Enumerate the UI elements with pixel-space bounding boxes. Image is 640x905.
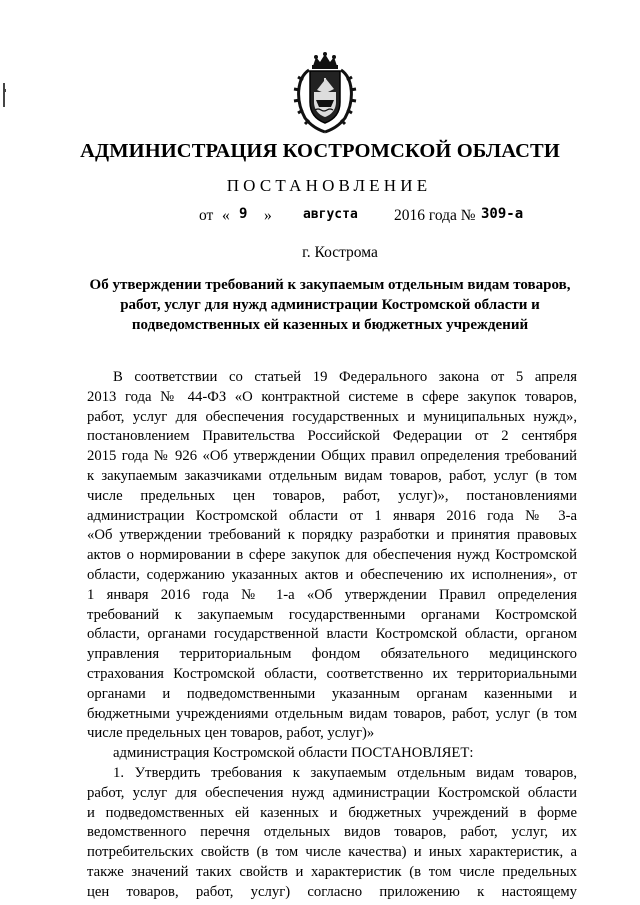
body-line: к закупаемым заказчиками отдельным видам товаров, работ, услуг (в том <box>87 467 577 484</box>
body-line: 2013 года № 44-ФЗ «О контрактной системе в сфере закупок товаров, <box>87 388 577 405</box>
body-line: «Об утверждении требований к порядку разработки и принятия правовых <box>87 527 577 544</box>
scan-margin-mark <box>3 83 5 107</box>
document-type: ПОСТАНОВЛЕНИЕ <box>226 176 432 195</box>
body-line: числе предельных цен товаров, работ, услуг)», постановлениями <box>87 487 577 504</box>
title-line: Об утверждении требований к закупаемым отдельным видам товаров, <box>89 277 571 293</box>
body-line: числе предельных цен товаров, работ, услуг)» <box>87 725 375 742</box>
body-line: администрация Костромской области ПОСТАНОВЛЯЕТ: <box>113 745 474 762</box>
date-prefix: от <box>199 207 214 224</box>
body-line: администрации Костромской области от 1 января 2016 года № 3-а <box>87 507 577 524</box>
document-title <box>80 275 580 335</box>
body-line: актов о нормировании в сфере закупок для обеспечения нужд Костромской <box>87 547 577 564</box>
body-line: В соответствии со статьей 19 Федерального закона от 5 апреля <box>113 369 577 385</box>
body-line: ведомственного перечня отдельных видов товаров, работ, услуг, их <box>87 824 577 841</box>
title-line: работ, услуг для нужд администрации Костромской области и <box>120 297 540 313</box>
date-day: 9 <box>239 206 248 222</box>
title-line: подведомственных ей казенных и бюджетных учреждений <box>131 317 529 333</box>
body-line: 1 января 2016 года № 1-а «Об утверждении Правил определения <box>87 586 577 603</box>
coat-of-arms-emblem <box>291 52 359 134</box>
organization-name: АДМИНИСТРАЦИЯ КОСТРОМСКОЙ ОБЛАСТИ <box>80 140 560 162</box>
body-line: требований к закупаемым государственными органами Костромской <box>87 606 577 623</box>
body-line: работ, услуг для обеспечения нужд администрации Костромской области <box>87 784 577 801</box>
body-line: области, содержанию указанных актов и обеспечению их исполнения», от <box>87 566 577 583</box>
body-line: и подведомственных ей казенных и бюджетных учреждений в форме <box>87 804 577 821</box>
body-line: потребительских свойств (в том числе качества) и иных характеристик, а <box>87 844 577 861</box>
date-year: 2016 года № <box>394 207 476 224</box>
scan-margin-dot <box>3 89 6 92</box>
document-body <box>87 368 577 903</box>
body-line: цен товаров, работ, услуг) согласно приложению к настоящему <box>87 883 577 900</box>
body-line: 1. Утвердить требования к закупаемым отдельным видам товаров, <box>113 764 577 781</box>
body-line: 2015 года № 926 «Об утверждении Общих правил определения требований <box>87 448 577 465</box>
body-line: области, органами государственной власти Костромской области, органом <box>87 626 577 643</box>
city-name: г. Кострома <box>302 244 378 261</box>
body-line: работ, услуг для обеспечения государственных и муниципальных нужд», <box>87 408 577 425</box>
date-month: августа <box>303 207 358 222</box>
body-line: также значений таких свойств и характеристик (в том числе предельных <box>87 863 577 880</box>
body-line: органами и подведомственными указанным органам казенными и <box>87 685 577 702</box>
body-line: управления территориальным фондом обязательного медицинского <box>87 646 577 663</box>
date-close-quote: » <box>264 207 272 224</box>
date-open-quote: « <box>222 207 230 224</box>
body-line: страхования Костромской области, соответственно их территориальными <box>87 665 577 682</box>
body-line: бюджетными учреждениями отдельным видам товаров, работ, услуг (в том <box>87 705 577 722</box>
document-number: 309-а <box>481 206 524 222</box>
body-line: постановлением Правительства Российской Федерации от 2 сентября <box>87 428 577 445</box>
